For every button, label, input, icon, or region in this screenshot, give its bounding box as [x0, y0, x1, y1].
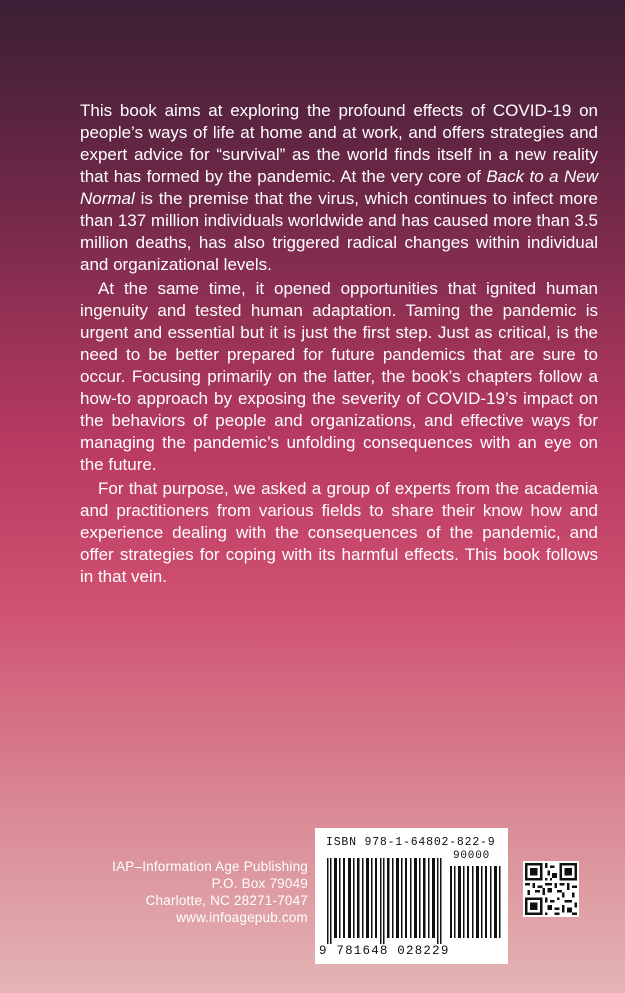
book-title-italic: Back to a New Normal — [80, 167, 598, 208]
blurb-p1-start: This book aims at exploring the profound effects of COVID-19 on people’s ways of life at home and at work, and offers strategies and expert advice for “survival” as the world finds itself in a new reality that has formed by the pandemic. At the very core of — [80, 101, 598, 186]
barcode-bars-icon — [325, 858, 443, 944]
blurb-p1-end: is the premise that the virus, which continues to infect more than 137 million individuals worldwide and has caused more than 3.5 million deaths, has also triggered radical changes within individual and organizational levels. — [80, 189, 598, 274]
publisher-info — [90, 858, 308, 926]
isbn-barcode — [315, 828, 508, 964]
publisher-name: IAP–Information Age Publishing — [112, 859, 308, 874]
barcode-addon-text: 90000 — [453, 850, 491, 862]
publisher-city: Charlotte, NC 28271-7047 — [145, 893, 308, 908]
qr-code-icon — [523, 861, 579, 917]
ean-number: 9 781648 028229 — [319, 944, 450, 958]
isbn-label: ISBN 978-1-64802-822-9 — [326, 836, 496, 849]
blurb-paragraph-3: For that purpose, we asked a group of experts from the academia and practitioners from various fields to share their know how and experience dealing with the consequences of the pandemic, and offer strategies for coping with its harmful effects. This book follows in that vein. — [80, 479, 598, 586]
barcode-addon-bars-icon — [449, 866, 501, 938]
publisher-po-box: P.O. Box 79049 — [211, 876, 308, 891]
blurb-paragraph-1 — [80, 100, 598, 276]
publisher-website: www.infoagepub.com — [176, 910, 308, 925]
blurb-paragraph-2: At the same time, it opened opportunities that ignited human ingenuity and tested human adaptation. Taming the pandemic is urgent and essential but it is just the first step. Just as critical, is the need to be better prepared for future pandemics that are sure to occur. Focusing primarily on the latter, the book’s chapters follow a how-to approach by exposing the severity of COVID-19’s impact on the behaviors of people and organizations, and effective ways for managing the pandemic’s unfolding consequences with an eye on the future. — [80, 279, 598, 474]
back-cover-blurb — [80, 100, 598, 588]
